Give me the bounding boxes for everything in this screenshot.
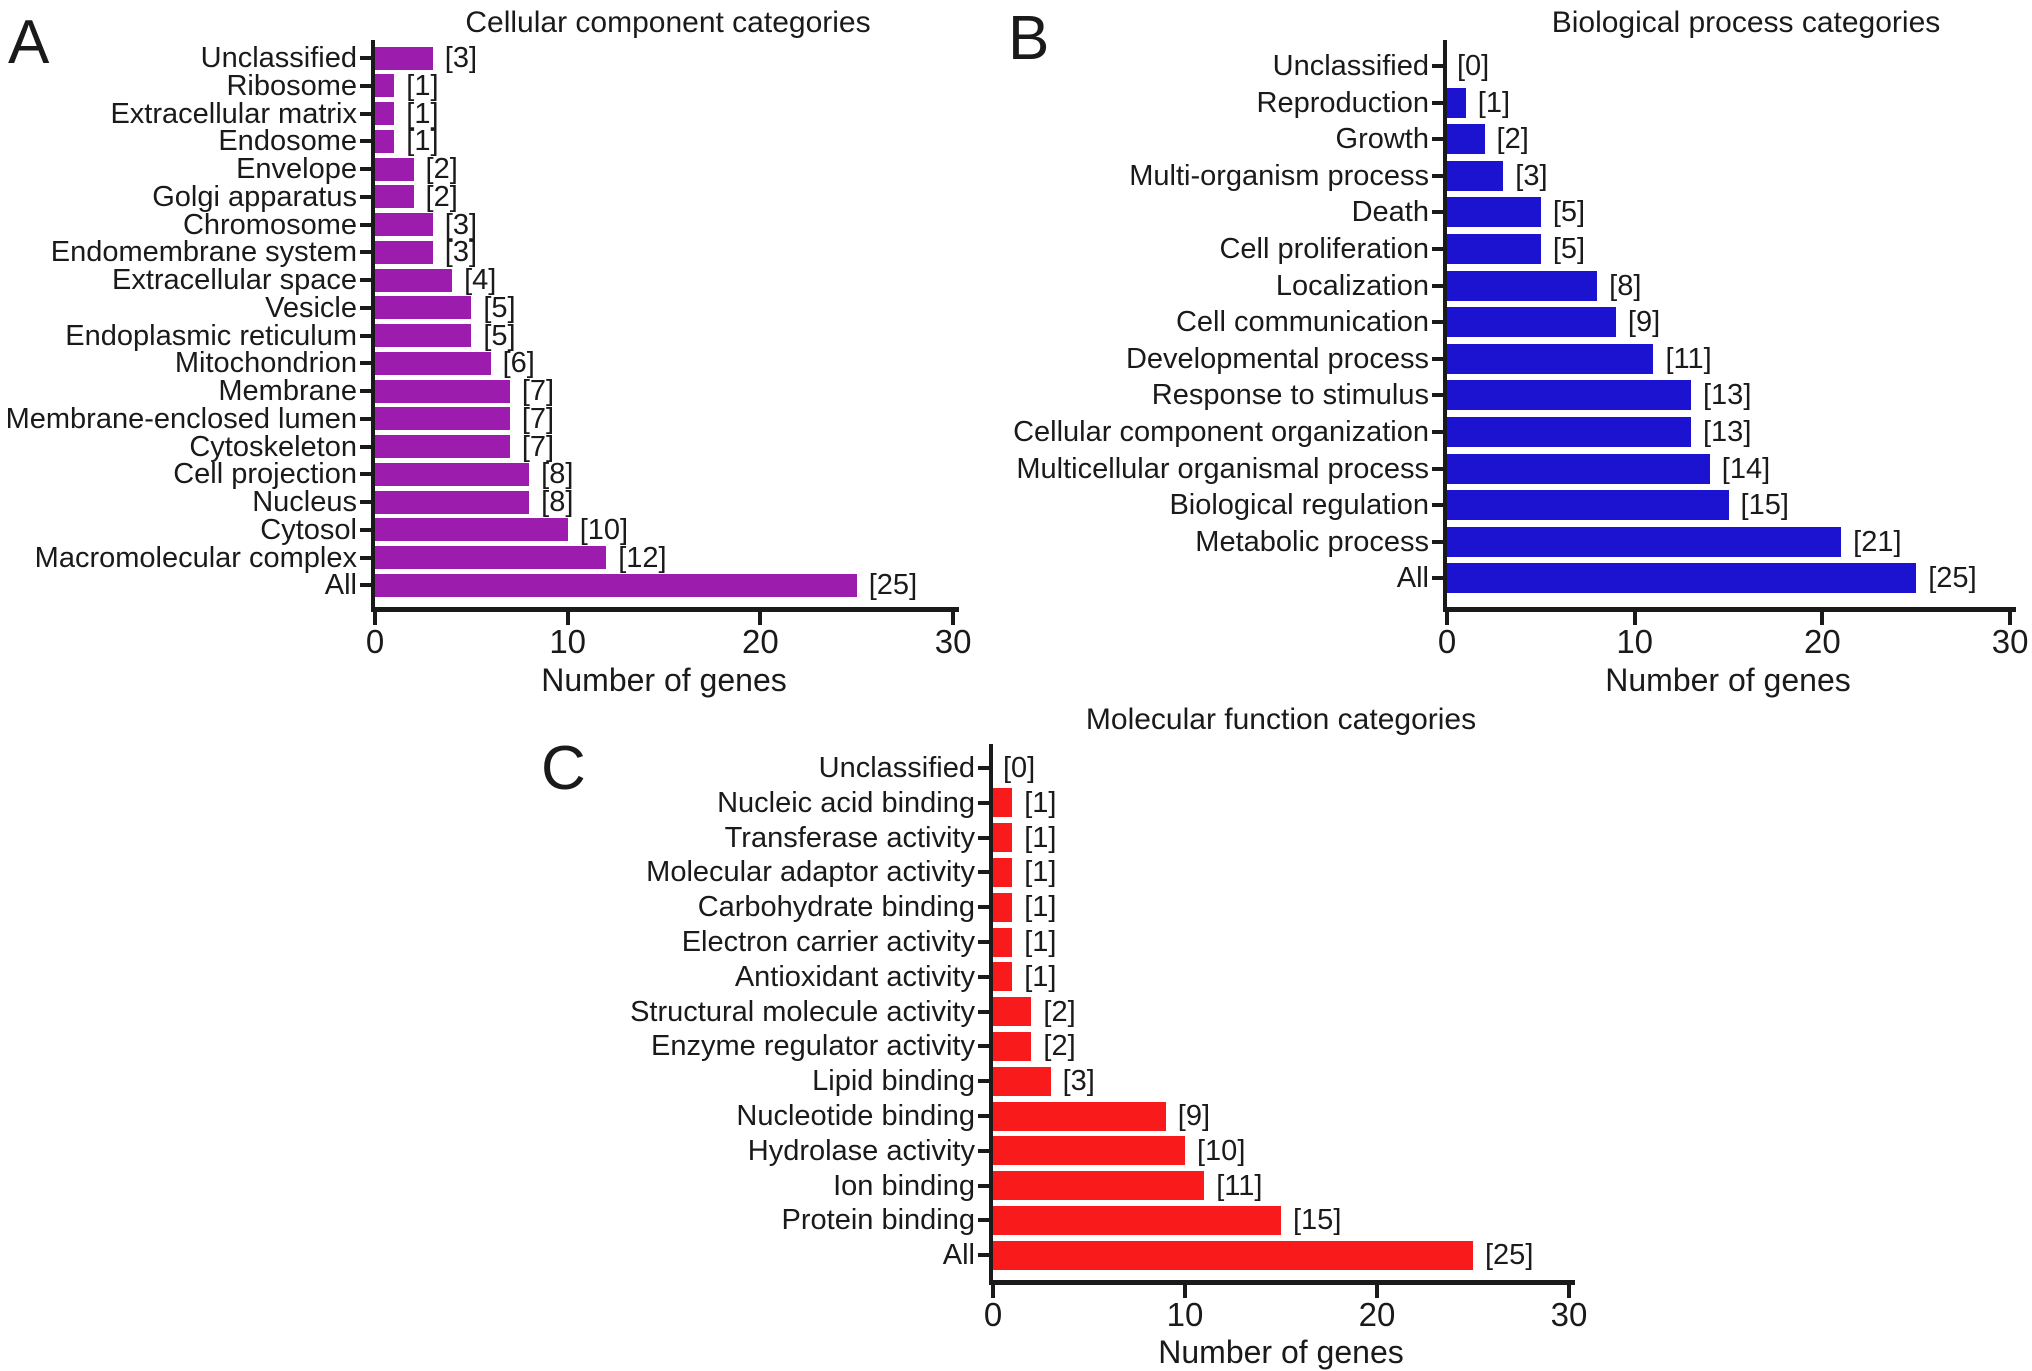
category-label: Structural molecule activity — [630, 995, 975, 1028]
x-tick-label: 20 — [1358, 1296, 1396, 1333]
category-label: Response to stimulus — [1151, 379, 1429, 412]
category-label: Carbohydrate binding — [697, 891, 975, 924]
x-tick-label: 30 — [1991, 623, 2029, 660]
value-label: [3] — [444, 42, 478, 74]
x-tick-label: 10 — [549, 623, 587, 660]
category-label: Endomembrane system — [50, 236, 357, 269]
value-label: [14] — [1721, 452, 1771, 485]
category-label: Envelope — [236, 153, 357, 185]
category-label: Unclassified — [818, 752, 975, 784]
category-tick-mark — [360, 556, 371, 560]
category-tick-mark — [360, 167, 371, 171]
value-label: [5] — [1552, 196, 1586, 229]
bar — [993, 788, 1012, 817]
value-label: [9] — [1177, 1100, 1211, 1132]
value-label: [2] — [1496, 123, 1529, 156]
category-tick-mark — [978, 1010, 989, 1014]
panel-letter-b: B — [1008, 4, 1050, 73]
x-axis-title-molecular-function: Number of genes — [1158, 1334, 1404, 1370]
panel-letter-a: A — [8, 8, 50, 77]
bar — [993, 858, 1012, 887]
category-tick-mark — [360, 500, 371, 504]
x-tick-label: 10 — [1616, 623, 1654, 660]
bar — [993, 928, 1012, 957]
x-tick-label: 20 — [1804, 623, 1841, 660]
bar — [1447, 454, 1710, 484]
category-label: Cytosol — [260, 513, 357, 546]
bar — [1447, 563, 1916, 593]
category-label: All — [942, 1239, 975, 1272]
category-tick-mark — [360, 445, 371, 449]
category-label: Protein binding — [781, 1204, 975, 1237]
value-label: [0] — [1003, 752, 1036, 784]
x-tick-label: 0 — [983, 1296, 1003, 1333]
value-label: [1] — [1024, 821, 1057, 854]
category-label: Macromolecular complex — [34, 541, 357, 574]
category-label: Localization — [1275, 269, 1429, 302]
bar — [375, 130, 394, 153]
category-tick-mark — [1432, 467, 1443, 471]
value-label: [25] — [1485, 1239, 1534, 1272]
value-label: [5] — [483, 291, 516, 324]
category-label: Endoplasmic reticulum — [65, 319, 357, 352]
x-axis-title-biological-process: Number of genes — [1605, 662, 1851, 698]
category-label: All — [1396, 562, 1429, 595]
value-label: [8] — [541, 486, 574, 518]
value-label: [1] — [1024, 891, 1057, 924]
category-tick-mark — [360, 417, 371, 421]
category-label: Cell communication — [1175, 306, 1429, 339]
bar — [1447, 234, 1541, 264]
category-tick-mark — [1432, 64, 1443, 68]
category-label: Cytoskeleton — [189, 430, 357, 463]
bar — [375, 158, 414, 181]
category-tick-mark — [1432, 540, 1443, 544]
category-tick-mark — [978, 1114, 989, 1118]
category-label: Membrane-enclosed lumen — [5, 402, 357, 435]
bar — [993, 1241, 1473, 1270]
bar — [993, 1067, 1051, 1096]
bar — [375, 518, 568, 541]
bar — [375, 380, 510, 403]
category-tick-mark — [1432, 174, 1443, 178]
category-label: Membrane — [218, 375, 357, 407]
value-label: [8] — [541, 458, 574, 491]
value-label: [5] — [1552, 233, 1586, 265]
panel-title-molecular-function: Molecular function categories — [1085, 703, 1477, 736]
panel-title-cellular-component: Cellular component categories — [465, 6, 871, 39]
bar — [375, 74, 394, 97]
bar — [375, 324, 471, 347]
value-label: [3] — [1515, 159, 1548, 192]
bar — [375, 296, 471, 319]
category-tick-mark — [1432, 247, 1443, 251]
bar — [993, 893, 1012, 922]
category-tick-mark — [360, 472, 371, 476]
category-tick-mark — [1432, 320, 1443, 324]
category-label: Nucleotide binding — [736, 1100, 975, 1132]
category-tick-mark — [978, 1149, 989, 1153]
bar — [1447, 417, 1691, 447]
bar — [375, 546, 606, 569]
category-label: Unclassified — [200, 42, 357, 74]
value-label: [6] — [502, 347, 535, 380]
value-label: [21] — [1853, 525, 1902, 558]
x-tick-label: 30 — [934, 623, 972, 660]
category-tick-mark — [360, 278, 371, 282]
category-tick-mark — [978, 940, 989, 944]
category-label: Endosome — [218, 125, 357, 158]
category-label: Cellular component organization — [1013, 416, 1429, 448]
value-label: [15] — [1740, 489, 1789, 522]
category-tick-mark — [1432, 284, 1443, 288]
category-tick-mark — [978, 1044, 989, 1048]
x-tick-label: 0 — [365, 623, 385, 660]
bar — [993, 823, 1012, 852]
category-tick-mark — [1432, 430, 1443, 434]
value-label: [3] — [444, 236, 478, 269]
bar — [1447, 88, 1466, 118]
value-label: [7] — [521, 430, 555, 463]
value-label: [4] — [464, 264, 497, 296]
category-tick-mark — [978, 870, 989, 874]
bar — [375, 241, 433, 264]
value-label: [7] — [521, 402, 555, 435]
category-tick-mark — [360, 112, 371, 116]
category-tick-mark — [360, 223, 371, 227]
category-tick-mark — [1432, 576, 1443, 580]
bar — [993, 1032, 1031, 1061]
category-label: Golgi apparatus — [152, 180, 357, 213]
category-label: Chromosome — [182, 208, 357, 241]
bar — [1447, 124, 1485, 154]
bar — [993, 962, 1012, 991]
category-label: Biological regulation — [1169, 489, 1429, 522]
category-label: Developmental process — [1125, 342, 1429, 375]
value-label: [1] — [406, 125, 439, 158]
value-label: [1] — [1024, 960, 1057, 993]
category-tick-mark — [360, 56, 371, 60]
value-label: [1] — [1024, 856, 1057, 889]
value-label: [1] — [1024, 926, 1057, 958]
category-label: Multi-organism process — [1129, 159, 1429, 192]
category-tick-mark — [1432, 503, 1443, 507]
value-label: [13] — [1703, 416, 1752, 448]
category-tick-mark — [1432, 393, 1443, 397]
value-label: [3] — [1062, 1065, 1095, 1098]
panel-letter-c: C — [541, 734, 586, 803]
value-label: [1] — [406, 97, 439, 130]
bar — [1447, 490, 1729, 520]
value-label: [1] — [1024, 786, 1057, 819]
bar — [993, 997, 1031, 1026]
category-label: Enzyme regulator activity — [651, 1030, 975, 1063]
category-label: All — [324, 569, 357, 602]
value-label: [9] — [1627, 306, 1661, 339]
category-tick-mark — [978, 1253, 989, 1257]
category-label: Molecular adaptor activity — [646, 856, 975, 889]
category-label: Growth — [1335, 123, 1429, 156]
bar — [375, 435, 510, 458]
category-tick-mark — [360, 306, 371, 310]
category-tick-mark — [978, 766, 989, 770]
value-label: [25] — [1928, 562, 1977, 595]
value-label: [25] — [868, 569, 918, 602]
value-label: [2] — [1043, 995, 1076, 1028]
value-label: [2] — [425, 180, 458, 213]
bar — [1447, 380, 1691, 410]
value-label: [2] — [1043, 1030, 1076, 1063]
bar — [375, 463, 529, 486]
value-label: [1] — [406, 69, 439, 102]
category-label: Nucleic acid binding — [717, 786, 975, 819]
panel-title-biological-process: Biological process categories — [1551, 6, 1941, 39]
category-label: Multicellular organismal process — [1016, 452, 1429, 485]
bar — [375, 213, 433, 236]
category-label: Ribosome — [226, 69, 357, 102]
category-label: Cell projection — [173, 458, 357, 491]
category-tick-mark — [978, 905, 989, 909]
category-label: Metabolic process — [1195, 525, 1429, 558]
bar — [993, 1136, 1185, 1165]
value-label: [1] — [1477, 86, 1511, 119]
category-label: Reproduction — [1256, 86, 1429, 119]
category-tick-mark — [978, 801, 989, 805]
category-label: Ion binding — [833, 1169, 975, 1202]
x-tick-label: 10 — [1166, 1296, 1204, 1333]
x-axis-line — [371, 607, 959, 612]
bar — [1447, 197, 1541, 227]
bar — [375, 185, 414, 208]
bar — [375, 574, 857, 597]
category-tick-mark — [360, 528, 371, 532]
value-label: [15] — [1293, 1204, 1342, 1237]
category-tick-mark — [1432, 137, 1443, 141]
bar — [993, 1171, 1204, 1200]
category-label: Extracellular matrix — [110, 97, 357, 130]
category-tick-mark — [1432, 101, 1443, 105]
value-label: [11] — [1665, 342, 1712, 375]
category-label: Nucleus — [252, 486, 357, 518]
category-tick-mark — [978, 975, 989, 979]
category-tick-mark — [360, 250, 371, 254]
category-tick-mark — [360, 334, 371, 338]
bar — [375, 47, 433, 70]
category-label: Electron carrier activity — [681, 926, 975, 958]
category-tick-mark — [978, 836, 989, 840]
bar — [1447, 271, 1597, 301]
x-axis-line — [989, 1280, 1575, 1285]
value-label: [10] — [579, 513, 629, 546]
category-label: Lipid binding — [812, 1065, 975, 1098]
value-label: [2] — [425, 153, 458, 185]
x-axis-line — [1443, 607, 2016, 612]
category-label: Vesicle — [265, 291, 357, 324]
category-label: Unclassified — [1272, 50, 1429, 82]
category-label: Mitochondrion — [174, 347, 357, 380]
category-tick-mark — [360, 361, 371, 365]
value-label: [3] — [444, 208, 478, 241]
x-tick-label: 20 — [742, 623, 779, 660]
bar — [375, 269, 452, 292]
category-label: Hydrolase activity — [747, 1134, 975, 1167]
bar — [993, 1206, 1281, 1235]
value-label: [10] — [1197, 1134, 1246, 1167]
category-tick-mark — [360, 389, 371, 393]
bar — [1447, 161, 1503, 191]
bar — [375, 407, 510, 430]
category-tick-mark — [1432, 210, 1443, 214]
category-label: Death — [1351, 196, 1429, 229]
bar — [375, 352, 491, 375]
value-label: [7] — [521, 375, 555, 407]
category-tick-mark — [360, 583, 371, 587]
category-tick-mark — [360, 195, 371, 199]
category-tick-mark — [978, 1218, 989, 1222]
value-label: [5] — [483, 319, 516, 352]
bar — [1447, 307, 1616, 337]
category-label: Cell proliferation — [1219, 233, 1429, 265]
value-label: [12] — [618, 541, 667, 574]
x-tick-label: 0 — [1437, 623, 1457, 660]
x-tick-label: 30 — [1550, 1296, 1588, 1333]
category-tick-mark — [360, 84, 371, 88]
category-label: Extracellular space — [112, 264, 357, 296]
bar — [375, 491, 529, 514]
value-label: [8] — [1609, 269, 1642, 302]
category-tick-mark — [1432, 357, 1443, 361]
bar — [993, 1102, 1166, 1131]
category-label: Antioxidant activity — [734, 960, 975, 993]
category-tick-mark — [978, 1079, 989, 1083]
bar — [375, 102, 394, 125]
bar — [1447, 344, 1653, 374]
category-tick-mark — [978, 1184, 989, 1188]
category-label: Transferase activity — [724, 821, 975, 854]
category-tick-mark — [360, 139, 371, 143]
value-label: [13] — [1703, 379, 1752, 412]
value-label: [0] — [1457, 50, 1490, 82]
bar — [1447, 527, 1841, 557]
value-label: [11] — [1216, 1169, 1263, 1202]
x-axis-title-cellular-component: Number of genes — [541, 662, 787, 698]
